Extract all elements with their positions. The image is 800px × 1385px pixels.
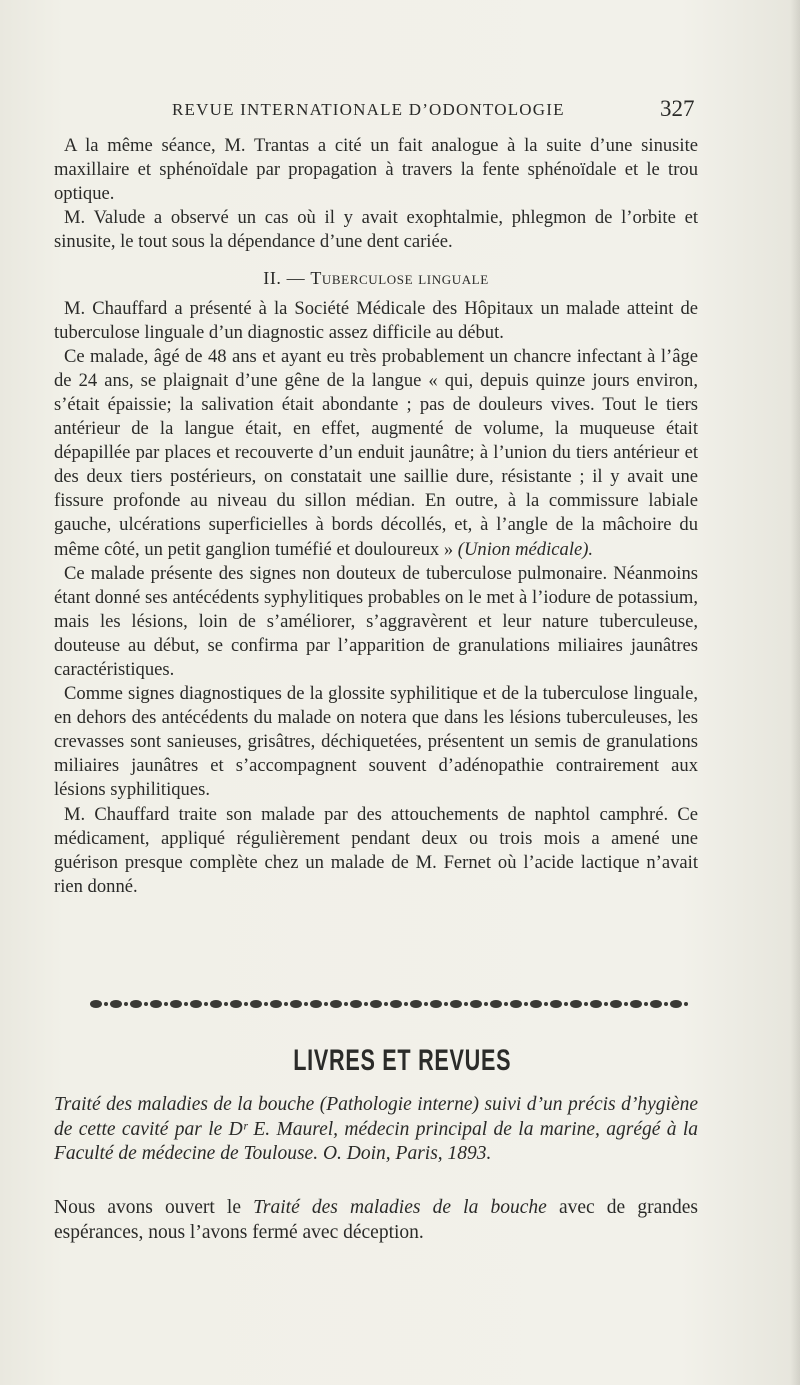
ornament-flourish (370, 1000, 382, 1008)
ornament-flourish (110, 1000, 122, 1008)
paragraph-chauffard: M. Chauffard a présenté à la Société Médicale des Hôpitaux un malade atteint de tuberculose linguale d’un diagnostic assez difficile au début. (54, 297, 698, 343)
ornament-dot (544, 1002, 548, 1006)
ornament-flourish (670, 1000, 682, 1008)
paragraph-diagnosis: Ce malade présente des signes non douteux de tuberculose pulmonaire. Néanmoins étant donné ses antécédents syphylitiques probables on le met à l’iodure de potassium, mais les lésions, loin de s’améliorer, s’aggravèrent et leur nature tuberculeuse, douteuse au début, se confirma par l’apparition de granulations miliaires jaunâtres caractéristiques. (54, 562, 698, 680)
ornament-dot (144, 1002, 148, 1006)
page-number: 327 (660, 96, 695, 121)
ornament-flourish (230, 1000, 242, 1008)
ornament-dot (684, 1002, 688, 1006)
ornament-flourish (430, 1000, 442, 1008)
paragraph-valude: M. Valude a observé un cas où il y avait exophtalmie, phlegmon de l’orbite et sinusite, le tout sous la dépendance d’une dent cariée. (54, 207, 698, 253)
ornament-flourish (130, 1000, 142, 1008)
ornament-dot (244, 1002, 248, 1006)
ornament-flourish (310, 1000, 322, 1008)
ornament-flourish (470, 1000, 482, 1008)
ornament-dot (284, 1002, 288, 1006)
running-title: REVUE INTERNATIONALE D’ODONTOLOGIE (172, 100, 565, 119)
ornament-dot (464, 1002, 468, 1006)
ornament-dot (124, 1002, 128, 1006)
ornament-flourish (330, 1000, 342, 1008)
review-text (54, 1196, 698, 1245)
ornament-flourish (590, 1000, 602, 1008)
page-header (0, 96, 800, 126)
ornament-dot (384, 1002, 388, 1006)
ornament-flourish (250, 1000, 262, 1008)
ornament-dot (304, 1002, 308, 1006)
ornament-dot (644, 1002, 648, 1006)
ornament-dot (424, 1002, 428, 1006)
ornament-dot (184, 1002, 188, 1006)
ornament-dot (484, 1002, 488, 1006)
ornament-dot (364, 1002, 368, 1006)
ornament-flourish (490, 1000, 502, 1008)
ornament-flourish (190, 1000, 202, 1008)
review-end: avec de grandes espérances, nous l’avons fermé avec déception. (54, 1197, 699, 1243)
ornament-dot (624, 1002, 628, 1006)
ornament-flourish (530, 1000, 542, 1008)
page-edge-shadow (790, 0, 800, 1385)
ornament-dot (104, 1002, 108, 1006)
book-reference: Traité des maladies de la bouche (Pathologie interne) suivi d’un précis d’hygiène de cette cavité par le Dʳ E. Maurel, médecin principal de la marine, agrégé à la Faculté de médecine de Toulouse. O. Doin, Paris, 1893. (54, 1094, 698, 1164)
paragraph-case-description (54, 345, 698, 562)
ornament-flourish (630, 1000, 642, 1008)
ornament-dot (164, 1002, 168, 1006)
article-body (54, 134, 698, 899)
ornament-dot (224, 1002, 228, 1006)
ornamental-divider (86, 996, 698, 1012)
review-book-title: Traité des maladies de la bouche (253, 1197, 547, 1218)
ornament-flourish (170, 1000, 182, 1008)
books-heading: LIVRES ET REVUES (293, 1044, 512, 1077)
ornament-flourish (350, 1000, 362, 1008)
review-start: Nous avons ouvert le (54, 1197, 254, 1218)
ornament-flourish (450, 1000, 462, 1008)
ornament-dot (584, 1002, 588, 1006)
ornament-dot (344, 1002, 348, 1006)
section-heading (54, 266, 698, 290)
ornament-dot (604, 1002, 608, 1006)
ornament-flourish (270, 1000, 282, 1008)
paragraph-trantas: A la même séance, M. Trantas a cité un fait analogue à la suite d’une sinusite maxillaire et sphénoïdale par propagation à travers la fente sphénoïdale et le trou optique. (54, 135, 698, 205)
ornament-flourish (150, 1000, 162, 1008)
ornament-flourish (210, 1000, 222, 1008)
ornament-dot (324, 1002, 328, 1006)
ornament-dot (564, 1002, 568, 1006)
ornament-flourish (610, 1000, 622, 1008)
section-title: Tuberculose linguale (310, 268, 489, 289)
ornament-flourish (90, 1000, 102, 1008)
citation: (Union médicale). (457, 538, 594, 560)
ornament-dot (664, 1002, 668, 1006)
ornament-dot (524, 1002, 528, 1006)
ornament-flourish (290, 1000, 302, 1008)
ornament-flourish (550, 1000, 562, 1008)
ornament-flourish (410, 1000, 422, 1008)
ornament-dot (404, 1002, 408, 1006)
ornament-dot (444, 1002, 448, 1006)
ornament-flourish (570, 1000, 582, 1008)
ornament-dot (204, 1002, 208, 1006)
paragraph-treatment: M. Chauffard traite son malade par des attouchements de naphtol camphré. Ce médicament, appliqué régulièrement pendant deux ou trois mois a amené une guérison presque complète chez un malade de M. Fernet où l’acide lactique n’avait rien donné. (54, 803, 698, 897)
ornament-dot (504, 1002, 508, 1006)
ornament-flourish (650, 1000, 662, 1008)
section-number: II. — (263, 268, 311, 289)
ornament-flourish (390, 1000, 402, 1008)
case-description-text: Ce malade, âgé de 48 ans et ayant eu très probablement un chancre infectant à l’âge de 24 ans, se plaignait d’une gêne de la langue « qui, depuis quinze jours environ, s’était épaissie; la salivation était abondante ; pas de douleurs vives. Tout le tiers antérieur de la langue était, en effet, augmenté de volume, la muqueuse était dépapillée par places et recouverte d’un enduit jaunâtre; à l’union du tiers antérieur et des deux tiers postérieurs, on constatait une saillie dure, résistante ; il y avait une fissure profonde au niveau du sillon médian. En outre, à la commissure labiale gauche, ulcérations superficielles à bords décollés, et, à l’angle de la mâchoire du même côté, un petit ganglion tuméfié et douloureux » (54, 345, 698, 560)
ornament-dot (264, 1002, 268, 1006)
ornament-flourish (510, 1000, 522, 1008)
paragraph-diagnostic-signs: Comme signes diagnostiques de la glossite syphilitique et de la tuberculose linguale, en dehors des antécédents du malade on notera que dans les lésions tuberculeuses, les crevasses sont sanieuses, grisâtres, déchiquetées, présentent un semis de granulations miliaires jaunâtres et s’accompagnent souvent d’adénopathie contrairement aux lésions syphilitiques. (54, 683, 698, 801)
